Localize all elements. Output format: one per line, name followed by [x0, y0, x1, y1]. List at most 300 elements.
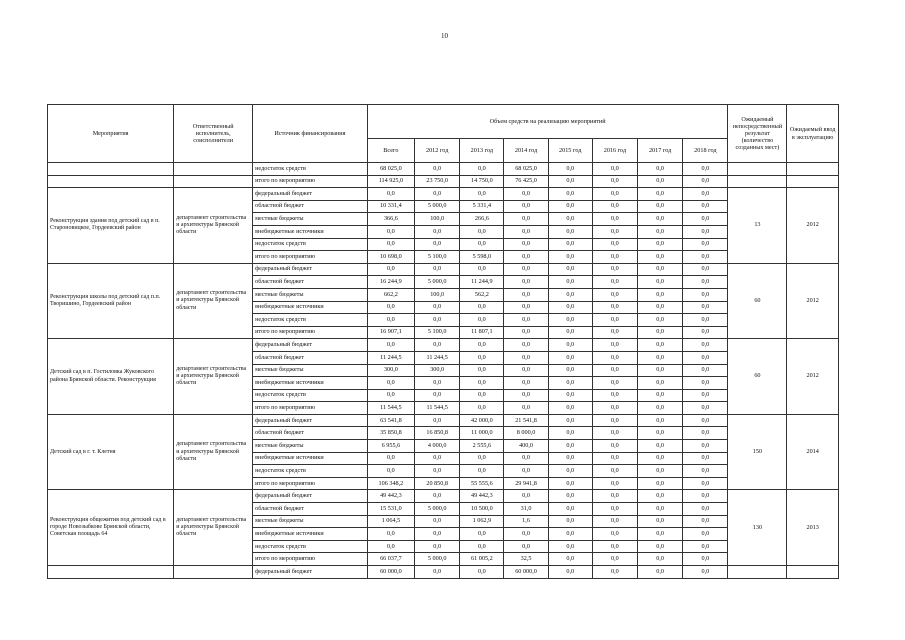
source-cell: итого по мероприятию [253, 251, 368, 264]
source-cell: местные бюджеты [253, 288, 368, 301]
amount-cell: 0,0 [638, 301, 683, 314]
amount-cell: 0,0 [683, 440, 728, 453]
amount-cell: 562,2 [460, 288, 504, 301]
amount-cell: 0,0 [504, 339, 548, 352]
source-cell: федеральный бюджет [253, 490, 368, 503]
amount-cell: 0,0 [592, 477, 637, 490]
amount-cell: 0,0 [367, 314, 414, 327]
amount-cell: 0,0 [592, 263, 637, 276]
table-row [48, 414, 839, 427]
amount-cell: 5 000,0 [415, 200, 460, 213]
amount-cell: 0,0 [638, 288, 683, 301]
source-cell: федеральный бюджет [253, 566, 368, 579]
amount-cell: 0,0 [638, 276, 683, 289]
amount-cell: 0,0 [683, 163, 728, 176]
measure-cell: Детский сад в г. т. Клетня [48, 414, 174, 490]
amount-cell: 0,0 [638, 163, 683, 176]
amount-cell: 662,2 [367, 288, 414, 301]
amount-cell: 300,0 [367, 364, 414, 377]
amount-cell: 0,0 [592, 402, 637, 415]
amount-cell: 0,0 [460, 163, 504, 176]
amount-cell: 0,0 [504, 465, 548, 478]
amount-cell: 0,0 [592, 465, 637, 478]
amount-cell: 0,0 [504, 402, 548, 415]
amount-cell: 0,0 [548, 263, 592, 276]
amount-cell: 266,6 [460, 213, 504, 226]
amount-cell: 0,0 [548, 402, 592, 415]
amount-cell: 0,0 [504, 528, 548, 541]
amount-cell: 5 100,0 [415, 326, 460, 339]
amount-cell: 5 331,4 [460, 200, 504, 213]
amount-cell: 0,0 [592, 339, 637, 352]
amount-cell: 0,0 [592, 452, 637, 465]
amount-cell: 5 000,0 [415, 276, 460, 289]
amount-cell: 0,0 [548, 301, 592, 314]
amount-cell: 0,0 [504, 288, 548, 301]
amount-cell: 0,0 [638, 377, 683, 390]
amount-cell: 0,0 [548, 288, 592, 301]
source-cell: федеральный бюджет [253, 414, 368, 427]
responsible-cell: департамент строительства и архитектуры Брянской области [174, 490, 253, 566]
amount-cell: 106 348,2 [367, 477, 414, 490]
amount-cell: 1 064,5 [367, 515, 414, 528]
amount-cell: 0,0 [460, 364, 504, 377]
amount-cell: 0,0 [683, 566, 728, 579]
amount-cell: 0,0 [548, 477, 592, 490]
amount-cell: 0,0 [683, 175, 728, 188]
amount-cell: 0,0 [638, 238, 683, 251]
source-cell: недостаток средств [253, 389, 368, 402]
amount-cell: 0,0 [638, 351, 683, 364]
amount-cell: 0,0 [592, 389, 637, 402]
amount-cell: 0,0 [683, 225, 728, 238]
amount-cell: 0,0 [460, 238, 504, 251]
financing-table [47, 104, 839, 579]
amount-cell: 0,0 [415, 566, 460, 579]
amount-cell: 0,0 [638, 566, 683, 579]
amount-cell: 0,0 [460, 314, 504, 327]
amount-cell: 0,0 [367, 377, 414, 390]
amount-cell: 0,0 [460, 540, 504, 553]
amount-cell: 0,0 [367, 339, 414, 352]
amount-cell: 11 244,5 [367, 351, 414, 364]
amount-cell: 0,0 [415, 314, 460, 327]
amount-cell: 0,0 [592, 163, 637, 176]
amount-cell: 0,0 [683, 452, 728, 465]
result-cell-empty [728, 566, 787, 579]
amount-cell: 0,0 [548, 326, 592, 339]
amount-cell: 0,0 [548, 490, 592, 503]
amount-cell: 0,0 [367, 452, 414, 465]
amount-cell: 76 425,0 [504, 175, 548, 188]
amount-cell: 10 698,0 [367, 251, 414, 264]
amount-cell: 0,0 [592, 213, 637, 226]
source-cell: областной бюджет [253, 276, 368, 289]
amount-cell: 0,0 [548, 175, 592, 188]
amount-cell: 0,0 [683, 427, 728, 440]
amount-cell: 0,0 [504, 225, 548, 238]
amount-cell: 0,0 [504, 540, 548, 553]
header-year: 2013 год [460, 139, 504, 163]
amount-cell: 0,0 [683, 364, 728, 377]
amount-cell: 49 442,3 [460, 490, 504, 503]
amount-cell: 1 062,9 [460, 515, 504, 528]
source-cell: местные бюджеты [253, 364, 368, 377]
amount-cell: 366,6 [367, 213, 414, 226]
source-cell: внебюджетные источники [253, 301, 368, 314]
amount-cell: 0,0 [592, 566, 637, 579]
amount-cell: 5 100,0 [415, 251, 460, 264]
amount-cell: 0,0 [460, 389, 504, 402]
amount-cell: 0,0 [592, 528, 637, 541]
source-cell: недостаток средств [253, 163, 368, 176]
source-cell: внебюджетные источники [253, 452, 368, 465]
amount-cell: 10 331,4 [367, 200, 414, 213]
amount-cell: 0,0 [548, 566, 592, 579]
amount-cell: 0,0 [367, 389, 414, 402]
amount-cell: 0,0 [683, 553, 728, 566]
amount-cell: 10 500,0 [460, 503, 504, 516]
source-cell: федеральный бюджет [253, 339, 368, 352]
source-cell: недостаток средств [253, 314, 368, 327]
amount-cell: 100,0 [415, 213, 460, 226]
amount-cell: 0,0 [504, 490, 548, 503]
amount-cell: 0,0 [548, 515, 592, 528]
amount-cell: 0,0 [638, 213, 683, 226]
amount-cell: 0,0 [638, 402, 683, 415]
amount-cell: 0,0 [638, 389, 683, 402]
header-year: 2017 год [638, 139, 683, 163]
amount-cell: 11 244,9 [460, 276, 504, 289]
header-year: 2014 год [504, 139, 548, 163]
source-cell: областной бюджет [253, 200, 368, 213]
amount-cell: 2 555,6 [460, 440, 504, 453]
header-commissioning: Ожидаемый ввод в эксплуатацию [787, 105, 839, 163]
amount-cell: 0,0 [683, 351, 728, 364]
amount-cell: 0,0 [638, 452, 683, 465]
amount-cell: 5 598,0 [460, 251, 504, 264]
amount-cell: 5 000,0 [415, 553, 460, 566]
source-cell: областной бюджет [253, 351, 368, 364]
amount-cell: 0,0 [504, 263, 548, 276]
header-year: 2012 год [415, 139, 460, 163]
amount-cell: 29 941,8 [504, 477, 548, 490]
result-cell-empty [728, 175, 787, 188]
amount-cell: 0,0 [460, 263, 504, 276]
amount-cell: 23 750,0 [415, 175, 460, 188]
amount-cell: 0,0 [592, 440, 637, 453]
amount-cell: 0,0 [367, 465, 414, 478]
amount-cell: 16 850,8 [415, 427, 460, 440]
commissioning-cell-empty [787, 175, 839, 188]
result-cell: 150 [728, 414, 787, 490]
amount-cell: 4 000,0 [415, 440, 460, 453]
amount-cell: 0,0 [592, 351, 637, 364]
source-cell: областной бюджет [253, 427, 368, 440]
source-cell: итого по мероприятию [253, 175, 368, 188]
amount-cell: 11 244,5 [415, 351, 460, 364]
amount-cell: 0,0 [415, 465, 460, 478]
amount-cell: 0,0 [683, 238, 728, 251]
header-measures: Мероприятия [48, 105, 174, 163]
amount-cell: 16 244,9 [367, 276, 414, 289]
source-cell: внебюджетные источники [253, 377, 368, 390]
amount-cell: 0,0 [415, 377, 460, 390]
amount-cell: 0,0 [638, 175, 683, 188]
amount-cell: 0,0 [638, 188, 683, 201]
amount-cell: 0,0 [415, 163, 460, 176]
responsible-cell: департамент строительства и архитектуры Брянской области [174, 188, 253, 264]
amount-cell: 16 907,1 [367, 326, 414, 339]
amount-cell: 60 000,0 [367, 566, 414, 579]
commissioning-cell: 2014 [787, 414, 839, 490]
amount-cell: 0,0 [415, 414, 460, 427]
amount-cell: 11 807,1 [460, 326, 504, 339]
amount-cell: 0,0 [592, 188, 637, 201]
amount-cell: 0,0 [415, 515, 460, 528]
amount-cell: 0,0 [460, 452, 504, 465]
amount-cell: 6 955,6 [367, 440, 414, 453]
amount-cell: 0,0 [683, 490, 728, 503]
header-source: Источник финансирования [253, 105, 368, 163]
amount-cell: 0,0 [367, 188, 414, 201]
amount-cell: 0,0 [367, 528, 414, 541]
amount-cell: 0,0 [683, 263, 728, 276]
amount-cell: 66 037,7 [367, 553, 414, 566]
amount-cell: 0,0 [592, 503, 637, 516]
commissioning-cell: 2012 [787, 339, 839, 415]
amount-cell: 0,0 [548, 314, 592, 327]
amount-cell: 21 541,8 [504, 414, 548, 427]
amount-cell: 11 544,5 [415, 402, 460, 415]
amount-cell: 42 000,0 [460, 414, 504, 427]
amount-cell: 0,0 [504, 251, 548, 264]
source-cell: недостаток средств [253, 540, 368, 553]
amount-cell: 0,0 [638, 477, 683, 490]
amount-cell: 5 000,0 [415, 503, 460, 516]
amount-cell: 0,0 [683, 326, 728, 339]
amount-cell: 0,0 [548, 364, 592, 377]
amount-cell: 0,0 [548, 200, 592, 213]
amount-cell: 0,0 [592, 251, 637, 264]
amount-cell: 0,0 [638, 528, 683, 541]
amount-cell: 0,0 [548, 528, 592, 541]
source-cell: областной бюджет [253, 503, 368, 516]
measure-cell-empty [48, 566, 174, 579]
amount-cell: 0,0 [504, 238, 548, 251]
amount-cell: 0,0 [415, 339, 460, 352]
amount-cell: 0,0 [683, 276, 728, 289]
amount-cell: 0,0 [592, 314, 637, 327]
amount-cell: 0,0 [548, 414, 592, 427]
amount-cell: 0,0 [592, 553, 637, 566]
amount-cell: 0,0 [367, 225, 414, 238]
amount-cell: 0,0 [638, 263, 683, 276]
amount-cell: 0,0 [548, 163, 592, 176]
amount-cell: 0,0 [460, 339, 504, 352]
amount-cell: 0,0 [504, 364, 548, 377]
amount-cell: 61 005,2 [460, 553, 504, 566]
amount-cell: 0,0 [548, 351, 592, 364]
amount-cell: 0,0 [683, 389, 728, 402]
amount-cell: 0,0 [638, 364, 683, 377]
table-row [48, 188, 839, 201]
source-cell: федеральный бюджет [253, 263, 368, 276]
amount-cell: 1,6 [504, 515, 548, 528]
amount-cell: 0,0 [460, 402, 504, 415]
table-row [48, 175, 839, 188]
amount-cell: 0,0 [504, 301, 548, 314]
amount-cell: 0,0 [460, 566, 504, 579]
amount-cell: 0,0 [683, 288, 728, 301]
commissioning-cell: 2012 [787, 188, 839, 264]
amount-cell: 0,0 [415, 238, 460, 251]
amount-cell: 0,0 [415, 225, 460, 238]
amount-cell: 0,0 [592, 540, 637, 553]
result-cell: 130 [728, 490, 787, 566]
amount-cell: 0,0 [415, 490, 460, 503]
measure-cell-empty [48, 163, 174, 176]
responsible-cell-empty [174, 175, 253, 188]
source-cell: итого по мероприятию [253, 326, 368, 339]
measure-cell: Детский сад в п. Гостиловка Жуковского района Брянской области. Реконструкция [48, 339, 174, 415]
amount-cell: 0,0 [683, 477, 728, 490]
measure-cell: Реконструкция школы под детский сад п.п. Творишино, Гордеевский район [48, 263, 174, 339]
amount-cell: 400,0 [504, 440, 548, 453]
amount-cell: 0,0 [548, 377, 592, 390]
commissioning-cell-empty [787, 566, 839, 579]
result-cell: 13 [728, 188, 787, 264]
amount-cell: 0,0 [460, 301, 504, 314]
amount-cell: 0,0 [638, 225, 683, 238]
amount-cell: 0,0 [504, 188, 548, 201]
amount-cell: 0,0 [592, 377, 637, 390]
amount-cell: 0,0 [460, 465, 504, 478]
amount-cell: 0,0 [638, 515, 683, 528]
amount-cell: 0,0 [460, 188, 504, 201]
amount-cell: 0,0 [504, 452, 548, 465]
amount-cell: 0,0 [504, 200, 548, 213]
source-cell: недостаток средств [253, 465, 368, 478]
responsible-cell: департамент строительства и архитектуры Брянской области [174, 414, 253, 490]
amount-cell: 55 555,6 [460, 477, 504, 490]
amount-cell: 114 925,0 [367, 175, 414, 188]
amount-cell: 0,0 [683, 314, 728, 327]
source-cell: федеральный бюджет [253, 188, 368, 201]
amount-cell: 60 000,0 [504, 566, 548, 579]
amount-cell: 0,0 [592, 515, 637, 528]
amount-cell: 0,0 [548, 427, 592, 440]
amount-cell: 0,0 [415, 389, 460, 402]
amount-cell: 31,0 [504, 503, 548, 516]
amount-cell: 0,0 [638, 251, 683, 264]
result-cell-empty [728, 163, 787, 176]
amount-cell: 0,0 [548, 540, 592, 553]
responsible-cell-empty [174, 163, 253, 176]
amount-cell: 0,0 [683, 339, 728, 352]
amount-cell: 0,0 [504, 351, 548, 364]
amount-cell: 11 000,0 [460, 427, 504, 440]
amount-cell: 0,0 [683, 377, 728, 390]
amount-cell: 0,0 [367, 238, 414, 251]
amount-cell: 0,0 [683, 251, 728, 264]
amount-cell: 0,0 [592, 427, 637, 440]
amount-cell: 0,0 [415, 540, 460, 553]
amount-cell: 15 531,0 [367, 503, 414, 516]
amount-cell: 0,0 [638, 314, 683, 327]
amount-cell: 0,0 [548, 188, 592, 201]
responsible-cell: департамент строительства и архитектуры Брянской области [174, 339, 253, 415]
source-cell: внебюджетные источники [253, 225, 368, 238]
amount-cell: 32,5 [504, 553, 548, 566]
amount-cell: 0,0 [548, 440, 592, 453]
amount-cell: 0,0 [367, 540, 414, 553]
amount-cell: 0,0 [460, 225, 504, 238]
amount-cell: 0,0 [548, 238, 592, 251]
measure-cell: Реконструкция общежития под детский сад в городе Новозыбкове Брянской области, Советская площадь 64 [48, 490, 174, 566]
table-row [48, 490, 839, 503]
amount-cell: 0,0 [415, 452, 460, 465]
amount-cell: 0,0 [504, 326, 548, 339]
amount-cell: 68 025,0 [367, 163, 414, 176]
responsible-cell: департамент строительства и архитектуры Брянской области [174, 263, 253, 339]
amount-cell: 0,0 [592, 364, 637, 377]
amount-cell: 0,0 [592, 301, 637, 314]
amount-cell: 0,0 [548, 389, 592, 402]
header-year: 2016 год [592, 139, 637, 163]
amount-cell: 0,0 [592, 288, 637, 301]
page-number: 10 [441, 32, 448, 40]
amount-cell: 0,0 [592, 414, 637, 427]
amount-cell: 0,0 [638, 200, 683, 213]
amount-cell: 11 544,5 [367, 402, 414, 415]
amount-cell: 0,0 [683, 200, 728, 213]
amount-cell: 0,0 [415, 263, 460, 276]
amount-cell: 0,0 [548, 503, 592, 516]
amount-cell: 0,0 [504, 213, 548, 226]
amount-cell: 0,0 [415, 528, 460, 541]
source-cell: недостаток средств [253, 238, 368, 251]
amount-cell: 0,0 [683, 515, 728, 528]
amount-cell: 0,0 [638, 465, 683, 478]
amount-cell: 0,0 [638, 553, 683, 566]
result-cell: 60 [728, 339, 787, 415]
amount-cell: 0,0 [460, 377, 504, 390]
amount-cell: 0,0 [548, 339, 592, 352]
amount-cell: 0,0 [504, 389, 548, 402]
amount-cell: 0,0 [638, 339, 683, 352]
amount-cell: 0,0 [683, 540, 728, 553]
header-total: Всего [367, 139, 414, 163]
amount-cell: 0,0 [504, 314, 548, 327]
amount-cell: 0,0 [548, 276, 592, 289]
header-year: 2018 год [683, 139, 728, 163]
amount-cell: 0,0 [638, 414, 683, 427]
amount-cell: 0,0 [460, 351, 504, 364]
amount-cell: 0,0 [592, 326, 637, 339]
source-cell: итого по мероприятию [253, 402, 368, 415]
header-result: Ожидаемый непосредственный результат (количество созданных мест) [728, 105, 787, 163]
amount-cell: 0,0 [683, 301, 728, 314]
header-volume: Объем средств на реализацию мероприятий [367, 105, 728, 139]
amount-cell: 0,0 [592, 225, 637, 238]
amount-cell: 0,0 [683, 465, 728, 478]
table-row [48, 263, 839, 276]
amount-cell: 8 000,0 [504, 427, 548, 440]
table-row [48, 566, 839, 579]
commissioning-cell-empty [787, 163, 839, 176]
amount-cell: 0,0 [683, 188, 728, 201]
